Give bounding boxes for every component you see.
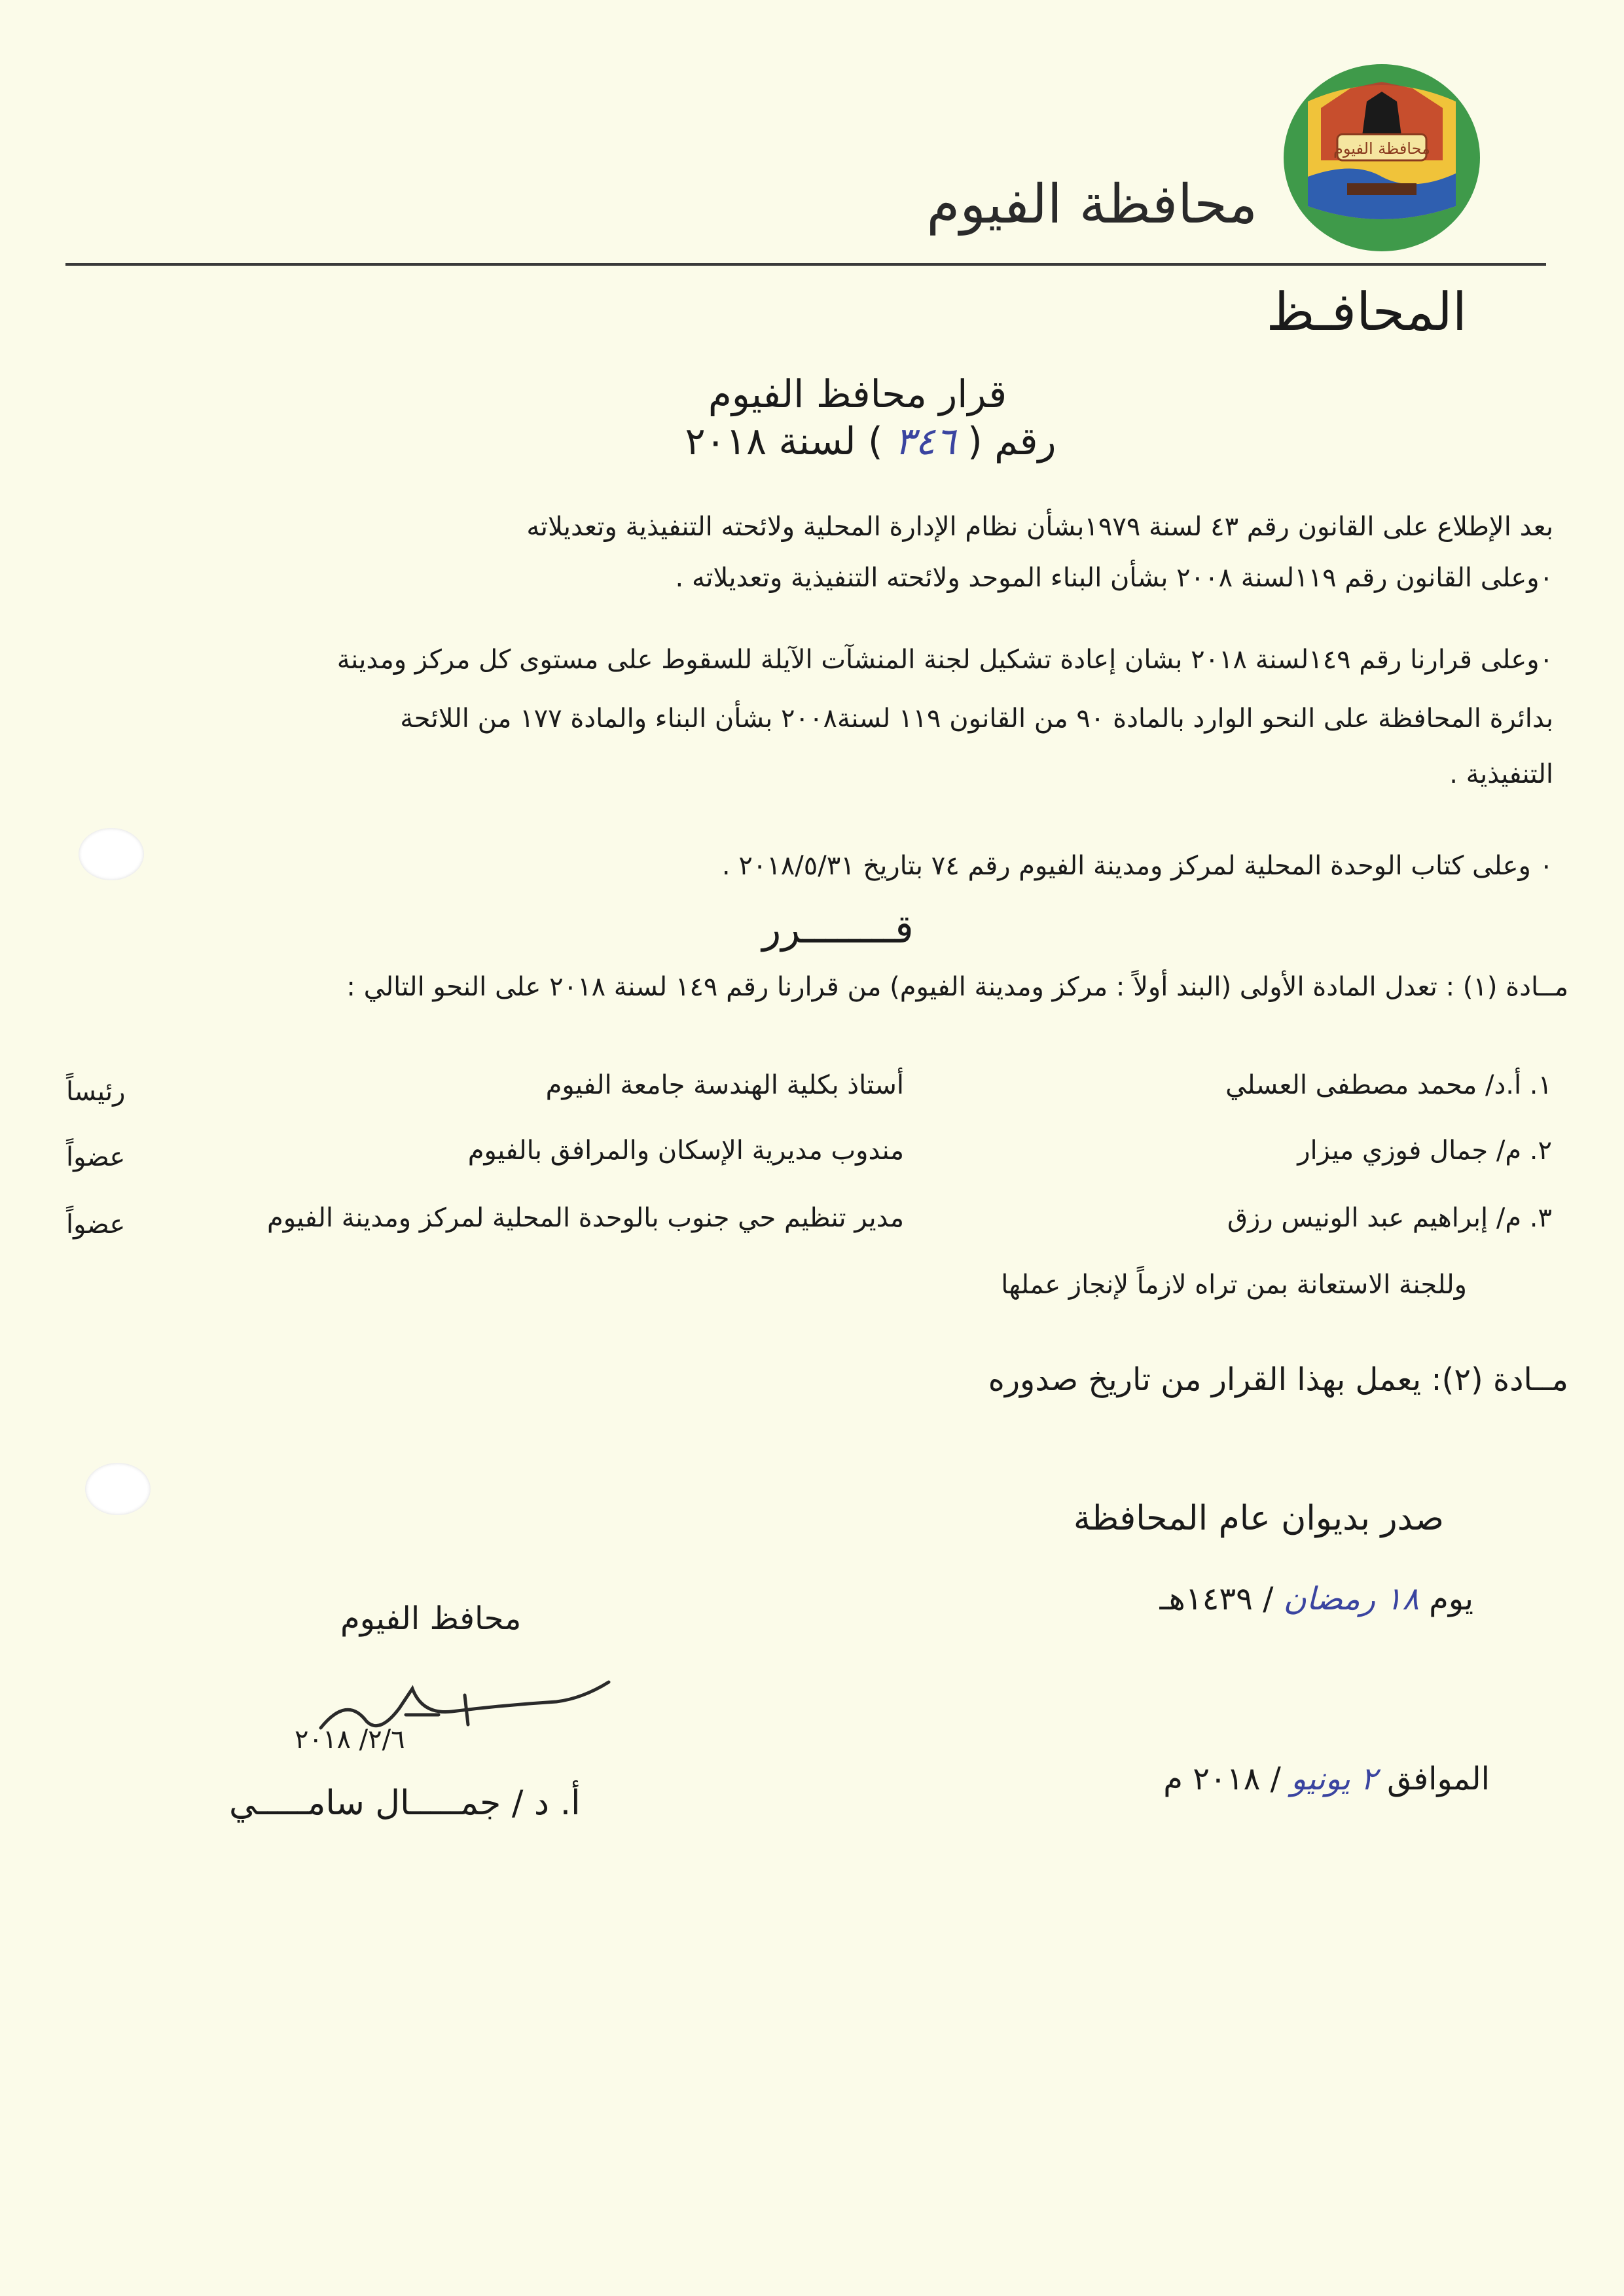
member-position: مندوب مديرية الإسكان والمرافق بالفيوم [467, 1136, 904, 1166]
committee-member-row [66, 1203, 1552, 1242]
hijri-date-handwritten: ١٨ رمضان [1283, 1581, 1419, 1617]
gregorian-year: / ٢٠١٨ م [1163, 1761, 1281, 1797]
hijri-year: / ١٤٣٩هـ [1159, 1581, 1274, 1617]
issued-at: صدر بديوان عام المحافظة [1073, 1499, 1444, 1538]
gregorian-date-handwritten: ٢ يونيو [1291, 1761, 1377, 1797]
preamble-line: ٠وعلى قرارنا رقم ١٤٩لسنة ٢٠١٨ بشان إعادة تشكيل لجنة المنشآت الآيلة للسقوط على مستوى كل مركز ومدينة [336, 645, 1553, 675]
member-role: عضواً [66, 1210, 126, 1240]
gregorian-date [1163, 1761, 1490, 1797]
signer-title: محافظ الفيوم [340, 1600, 522, 1637]
decision-title: قرار محافظ الفيوم [708, 372, 1007, 416]
decision-number-handwritten: ٣٤٦ [894, 419, 956, 463]
preamble-line: ٠وعلى القانون رقم ١١٩لسنة ٢٠٠٨ بشأن البناء الموحد ولائحته التنفيذية وتعديلاته . [675, 563, 1553, 593]
signer-name: أ. د / جمـــــال سامـــــي [229, 1784, 581, 1823]
svg-text:محافظة الفيوم: محافظة الفيوم [1333, 139, 1430, 158]
decision-number-prefix: رقم ( [967, 419, 1056, 463]
decided-heading: قــــــــرر [762, 906, 914, 952]
article-1-text: مــادة (١) : تعدل المادة الأولى (البند أولاً : مركز ومدينة الفيوم) من قرارنا رقم ١٤٩ لسنة ٢٠١٨ على النحو التالي : [346, 972, 1568, 1002]
header-divider [65, 263, 1546, 266]
governorate-name: محافظة الفيوم [926, 173, 1257, 236]
member-name: ٣. م/ إبراهيم عبد الونيس رزق [1227, 1203, 1552, 1233]
member-position: مدير تنظيم حي جنوب بالوحدة المحلية لمركز ومدينة الفيوم [266, 1203, 904, 1233]
member-role: رئيساً [66, 1077, 126, 1107]
hijri-date [1159, 1581, 1473, 1617]
preamble-line: بعد الإطلاع على القانون رقم ٤٣ لسنة ١٩٧٩بشأن نظام الإدارة المحلية ولائحته التنفيذية وتعديلاته [526, 512, 1553, 542]
decision-number [648, 419, 1093, 463]
member-name: ١. أ.د/ محمد مصطفى العسلي [1225, 1070, 1552, 1100]
article-2-text: مــادة (٢): يعمل بهذا القرار من تاريخ صدوره [988, 1361, 1568, 1398]
punch-hole [85, 1463, 151, 1515]
preamble-line: التنفيذية . [1449, 759, 1553, 789]
member-role: عضواً [66, 1142, 126, 1172]
signature-date-handwritten: ٢/٦/ ٢٠١٨ [295, 1725, 405, 1755]
governorate-logo-icon [1282, 62, 1482, 254]
member-position: أستاذ بكلية الهندسة جامعة الفيوم [545, 1070, 904, 1100]
corresponding-label: الموافق [1387, 1761, 1490, 1797]
preamble-line: بدائرة المحافظة على النحو الوارد بالمادة ٩٠ من القانون ١١٩ لسنة٢٠٠٨ بشأن البناء والمادة ١٧٧ من اللائحة [400, 704, 1553, 734]
committee-member-row [66, 1070, 1552, 1109]
committee-assist-note: وللجنة الاستعانة بمن تراه لازماً لإنجاز عملها [1001, 1270, 1467, 1300]
committee-member-row [66, 1136, 1552, 1175]
punch-hole [79, 828, 144, 880]
decision-number-suffix: ) لسنة ٢٠١٨ [685, 419, 883, 463]
day-label: يوم [1429, 1581, 1473, 1617]
office-title: المحافـظ [1266, 281, 1467, 342]
member-name: ٢. م/ جمال فوزي ميزار [1297, 1136, 1552, 1166]
preamble-line: ٠ وعلى كتاب الوحدة المحلية لمركز ومدينة الفيوم رقم ٧٤ بتاريخ ٢٠١٨/٥/٣١ . [721, 851, 1553, 881]
